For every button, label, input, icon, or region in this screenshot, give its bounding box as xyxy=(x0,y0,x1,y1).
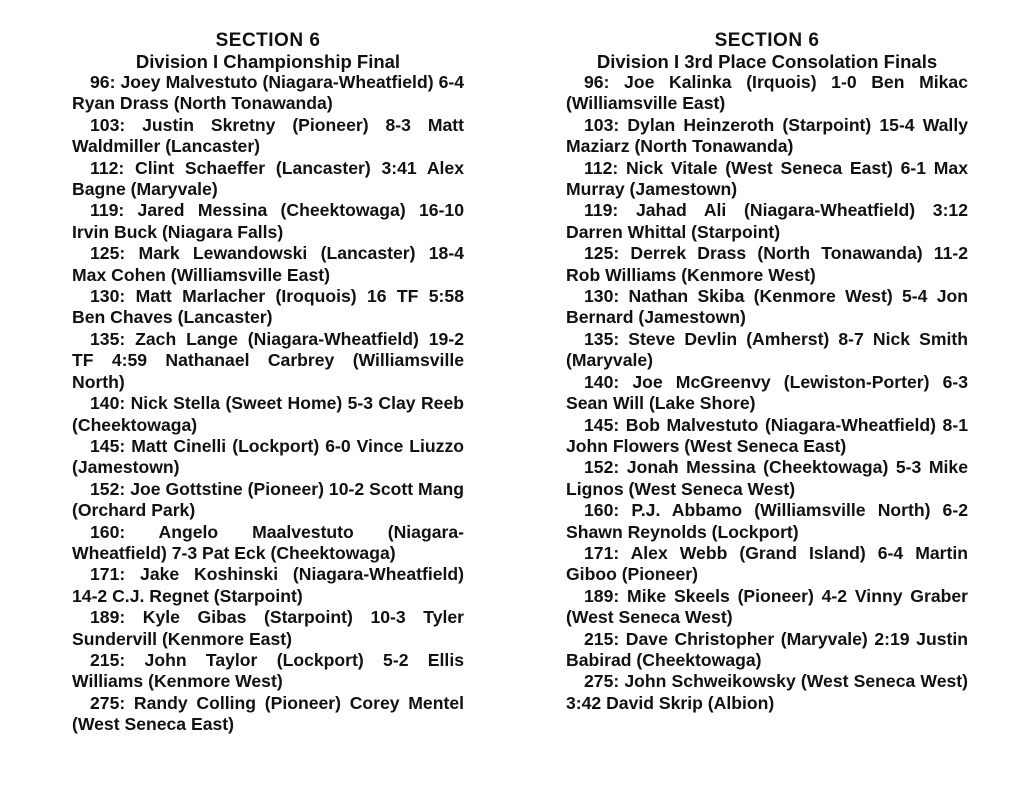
weight-class: 152: xyxy=(584,457,620,478)
result-entry xyxy=(72,158,464,201)
weight-class: 125: xyxy=(584,243,620,264)
weight-class: 171: xyxy=(90,564,126,585)
result-entry xyxy=(72,393,464,436)
weight-class: 96: xyxy=(584,72,610,92)
results-list xyxy=(72,72,464,736)
result-entry xyxy=(72,243,464,286)
weight-class: 103: xyxy=(584,114,620,135)
weight-class: 96: xyxy=(90,72,116,92)
result-entry xyxy=(566,415,968,458)
result-entry xyxy=(72,329,464,393)
result-entry xyxy=(566,586,968,629)
match-result: Mark Lewandowski (Lancaster) 18-4 Max Cohen (Williamsville East) xyxy=(72,243,464,285)
result-entry xyxy=(566,286,968,329)
match-result: Zach Lange (Niagara-Wheatfield) 19-2 TF 4:59 Nathanael Carbrey (Williamsville North) xyxy=(72,328,464,392)
result-entry xyxy=(72,286,464,329)
division-title: Division I 3rd Place Consolation Finals xyxy=(596,51,938,72)
result-entry xyxy=(566,243,968,286)
weight-class: 189: xyxy=(584,585,620,606)
match-result: P.J. Abbamo (Williamsville North) 6-2 Shawn Reynolds (Lockport) xyxy=(566,500,968,542)
right-column xyxy=(566,30,968,811)
result-entry xyxy=(566,115,968,158)
result-entry xyxy=(566,671,968,714)
weight-class: 171: xyxy=(584,542,620,563)
result-entry xyxy=(72,200,464,243)
weight-class: 160: xyxy=(90,521,126,542)
result-entry xyxy=(72,650,464,693)
division-title: Division I Championship Final xyxy=(135,51,401,72)
weight-class: 130: xyxy=(90,286,126,307)
match-result: Jonah Messina (Cheektowaga) 5-3 Mike Lignos (West Seneca West) xyxy=(566,457,968,499)
match-result: Derrek Drass (North Tonawanda) 11-2 Rob Williams (Kenmore West) xyxy=(566,243,968,285)
left-column xyxy=(72,30,464,811)
section-title: SECTION 6 xyxy=(714,30,820,51)
weight-class: 152: xyxy=(90,478,126,499)
match-result: Jake Koshinski (Niagara-Wheatfield) 14-2 C.J. Regnet (Starpoint) xyxy=(72,564,464,606)
match-result: Dylan Heinzeroth (Starpoint) 15-4 Wally Maziarz (North Tonawanda) xyxy=(566,114,968,157)
match-result: Nathan Skiba (Kenmore West) 5-4 Jon Bernard (Jamestown) xyxy=(566,286,968,328)
match-result: Jared Messina (Cheektowaga) 16-10 Irvin Buck (Niagara Falls) xyxy=(72,200,464,242)
result-entry xyxy=(72,436,464,479)
result-entry xyxy=(72,564,464,607)
result-entry xyxy=(566,500,968,543)
weight-class: 130: xyxy=(584,286,620,307)
section-title: SECTION 6 xyxy=(215,30,321,51)
results-list xyxy=(566,72,968,714)
match-result: Joe McGreenvy (Lewiston-Porter) 6-3 Sean Will (Lake Shore) xyxy=(566,371,968,414)
result-entry xyxy=(566,72,968,115)
weight-class: 112: xyxy=(584,157,619,178)
weight-class: 135: xyxy=(584,328,620,349)
result-entry xyxy=(566,329,968,372)
result-entry xyxy=(566,457,968,500)
result-entry xyxy=(72,607,464,650)
weight-class: 125: xyxy=(90,243,126,264)
weight-class: 189: xyxy=(90,607,126,628)
weight-class: 145: xyxy=(584,414,620,435)
match-result: Justin Skretny (Pioneer) 8-3 Matt Waldmiller (Lancaster) xyxy=(72,114,464,157)
weight-class: 119: xyxy=(90,200,125,221)
result-entry xyxy=(72,522,464,565)
weight-class: 275: xyxy=(90,692,126,713)
match-result: Matt Cinelli (Lockport) 6-0 Vince Liuzzo (Jamestown) xyxy=(72,435,464,478)
match-result: Steve Devlin (Amherst) 8-7 Nick Smith (Maryvale) xyxy=(566,328,968,371)
match-result: Bob Malvestuto (Niagara-Wheatfield) 8-1 John Flowers (West Seneca East) xyxy=(566,414,968,456)
match-result: Nick Vitale (West Seneca East) 6-1 Max Murray (Jamestown) xyxy=(566,157,968,200)
match-result: Kyle Gibas (Starpoint) 10-3 Tyler Sundervill (Kenmore East) xyxy=(72,607,464,649)
weight-class: 112: xyxy=(90,157,125,178)
weight-class: 103: xyxy=(90,114,126,135)
weight-class: 215: xyxy=(90,649,126,670)
weight-class: 119: xyxy=(584,200,619,221)
match-result: Alex Webb (Grand Island) 6-4 Martin Giboo (Pioneer) xyxy=(566,542,968,585)
result-entry xyxy=(566,200,968,243)
weight-class: 160: xyxy=(584,500,620,521)
weight-class: 140: xyxy=(584,371,620,392)
match-result: Clint Schaeffer (Lancaster) 3:41 Alex Bagne (Maryvale) xyxy=(72,157,464,200)
result-entry xyxy=(72,115,464,158)
match-result: Joe Kalinka (Irquois) 1-0 Ben Mikac (Williamsville East) xyxy=(566,72,968,114)
match-result: Angelo Maalvestuto (Niagara-Wheatfield) 7-3 Pat Eck (Cheektowaga) xyxy=(72,521,464,563)
match-result: John Taylor (Lockport) 5-2 Ellis Williams (Kenmore West) xyxy=(72,649,464,692)
match-result: John Schweikowsky (West Seneca West) 3:42 David Skrip (Albion) xyxy=(566,671,968,713)
match-result: Randy Colling (Pioneer) Corey Mentel (West Seneca East) xyxy=(72,692,464,735)
match-result: Nick Stella (Sweet Home) 5-3 Clay Reeb (Cheektowaga) xyxy=(72,393,464,435)
result-entry xyxy=(566,629,968,672)
match-result: Dave Christopher (Maryvale) 2:19 Justin Babirad (Cheektowaga) xyxy=(566,628,968,670)
match-result: Joe Gottstine (Pioneer) 10-2 Scott Mang (Orchard Park) xyxy=(72,478,464,521)
result-entry xyxy=(72,72,464,115)
weight-class: 145: xyxy=(90,435,126,456)
result-entry xyxy=(566,543,968,586)
weight-class: 135: xyxy=(90,328,126,349)
result-entry xyxy=(72,479,464,522)
match-result: Jahad Ali (Niagara-Wheatfield) 3:12 Darren Whittal (Starpoint) xyxy=(566,200,968,242)
result-entry xyxy=(566,158,968,201)
match-result: Mike Skeels (Pioneer) 4-2 Vinny Graber (West Seneca West) xyxy=(566,585,968,628)
weight-class: 215: xyxy=(584,628,620,649)
match-result: Joey Malvestuto (Niagara-Wheatfield) 6-4 Ryan Drass (North Tonawanda) xyxy=(72,72,464,114)
result-entry xyxy=(72,693,464,736)
weight-class: 140: xyxy=(90,393,126,414)
match-result: Matt Marlacher (Iroquois) 16 TF 5:58 Ben Chaves (Lancaster) xyxy=(72,286,464,328)
weight-class: 275: xyxy=(584,671,620,692)
result-entry xyxy=(566,372,968,415)
